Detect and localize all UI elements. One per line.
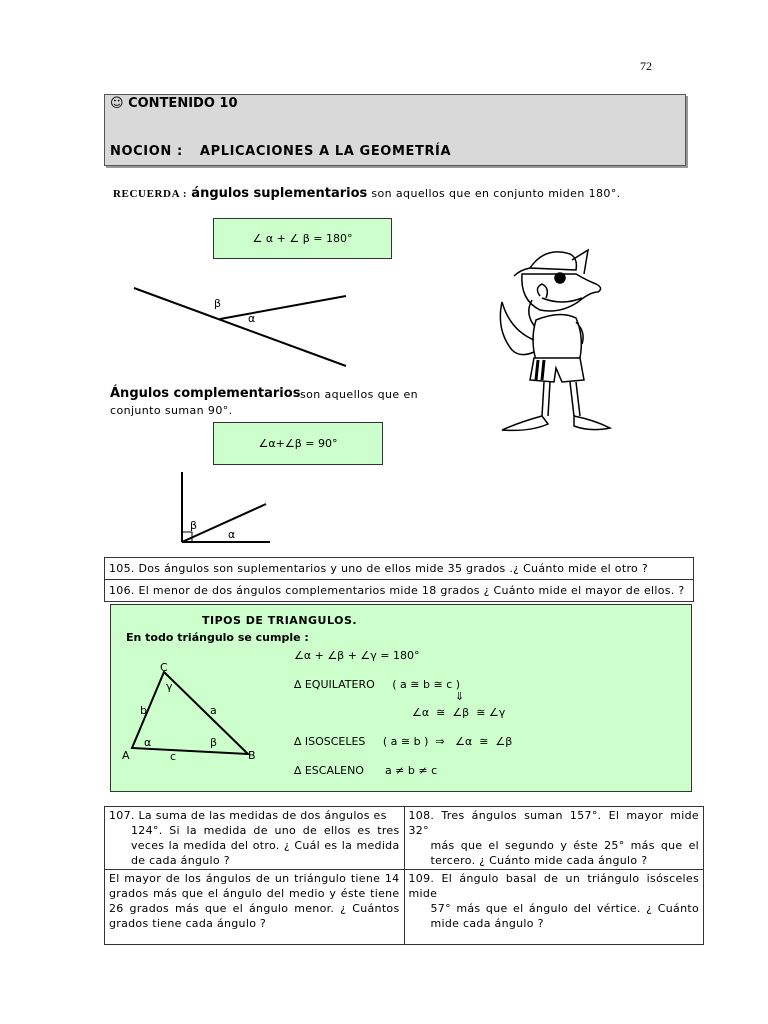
gamma-label: γ (166, 680, 173, 693)
question-106: 106. El menor de dos ángulos complementarios mide 18 grados ¿ Cuánto mide el mayor de ellos. ? (105, 580, 694, 602)
implies-down-icon: ⇓ (455, 690, 465, 703)
complementary-angles-figure (170, 470, 280, 550)
ray-line (220, 296, 346, 319)
contenido-heading (110, 96, 238, 111)
page-number: 72 (640, 59, 652, 73)
complementarios-term: Ángulos complementarios (110, 386, 301, 401)
smiley-icon: ☺ (110, 96, 124, 111)
vertex-a-label: A (122, 749, 130, 762)
problems-table (104, 806, 704, 945)
questions-table (104, 557, 694, 602)
fig2-alpha-label: α (228, 528, 236, 541)
triangle-figure (116, 660, 266, 765)
contenido-label: CONTENIDO 10 (128, 96, 238, 111)
fig1-beta-label: β (214, 297, 222, 310)
triangle-types-subtitle: En todo triángulo se cumple : (126, 631, 309, 644)
fig2-beta-label: β (190, 519, 198, 532)
problem-107-cont: El mayor de los ángulos de un triángulo tiene 14 grados más que el ángulo del medio y éste tiene 26 grados más que el ángulo menor. ¿ Cuántos grados tiene cada ángulo ? (105, 870, 405, 945)
side-c-label: c (170, 750, 177, 763)
nocion-heading (110, 144, 451, 159)
supplementary-angles-figure (128, 280, 353, 370)
suplementarios-definition: son aquellos que en conjunto miden 180°. (371, 187, 621, 200)
fig1-alpha-label: α (248, 312, 256, 325)
problem-108: 108. Tres ángulos suman 157°. El mayor mide 32° más que el segundo y éste 25° más que el tercero. ¿ Cuánto mide cada ángulo ? (404, 807, 704, 870)
triangle-types-title: TIPOS DE TRIANGULOS. (202, 614, 358, 627)
complementarios-definition-cont: conjunto suman 90°. (110, 404, 233, 417)
side-a-label: a (210, 704, 217, 717)
complementarios-definition: son aquellos que en (300, 388, 419, 401)
problem-109: 109. El ángulo basal de un triángulo isósceles mide 57° más que el ángulo del vértice. ¿ Cuánto mide cada ángulo ? (404, 870, 704, 945)
beta-label: β (210, 736, 218, 749)
vertex-b-label: B (248, 749, 256, 762)
problem-107: 107. La suma de las medidas de dos ángulos es 124°. Si la medida de uno de ellos es tres veces la medida del otro. ¿ Cuál es la medida de cada ángulo ? (105, 807, 405, 870)
angle-sum-formula: ∠α + ∠β + ∠γ = 180° (294, 649, 420, 662)
cartoon-wolf-illustration (490, 240, 615, 435)
suplementarios-term: ángulos suplementarios (191, 186, 368, 201)
escaleno-formula: ∆ ESCALENO a ≠ b ≠ c (294, 764, 438, 777)
equilatero-formula: ∆ EQUILATERO ( a ≅ b ≅ c ) (294, 678, 461, 691)
side-b-label: b (140, 704, 147, 717)
alpha-label: α (144, 736, 152, 749)
formula-suplementarios: ∠ α + ∠ β = 180° (213, 218, 392, 259)
equilatero-angles: ∠α ≅ ∠β ≅ ∠γ (412, 706, 506, 719)
question-105: 105. Dos ángulos son suplementarios y uno de ellos mide 35 grados .¿ Cuánto mide el otro ? (105, 558, 694, 580)
nocion-label: NOCION : (110, 144, 183, 159)
recuerda-label: RECUERDA : (113, 188, 188, 200)
recuerda-line (113, 186, 621, 201)
nocion-title: APLICACIONES A LA GEOMETRÍA (199, 144, 452, 159)
formula-complementarios: ∠α+∠β = 90° (213, 422, 383, 465)
straight-line (134, 288, 346, 366)
isosceles-formula: ∆ ISOSCELES ( a ≅ b ) ⇒ ∠α ≅ ∠β (294, 735, 513, 748)
vertex-c-label: C (160, 661, 168, 674)
